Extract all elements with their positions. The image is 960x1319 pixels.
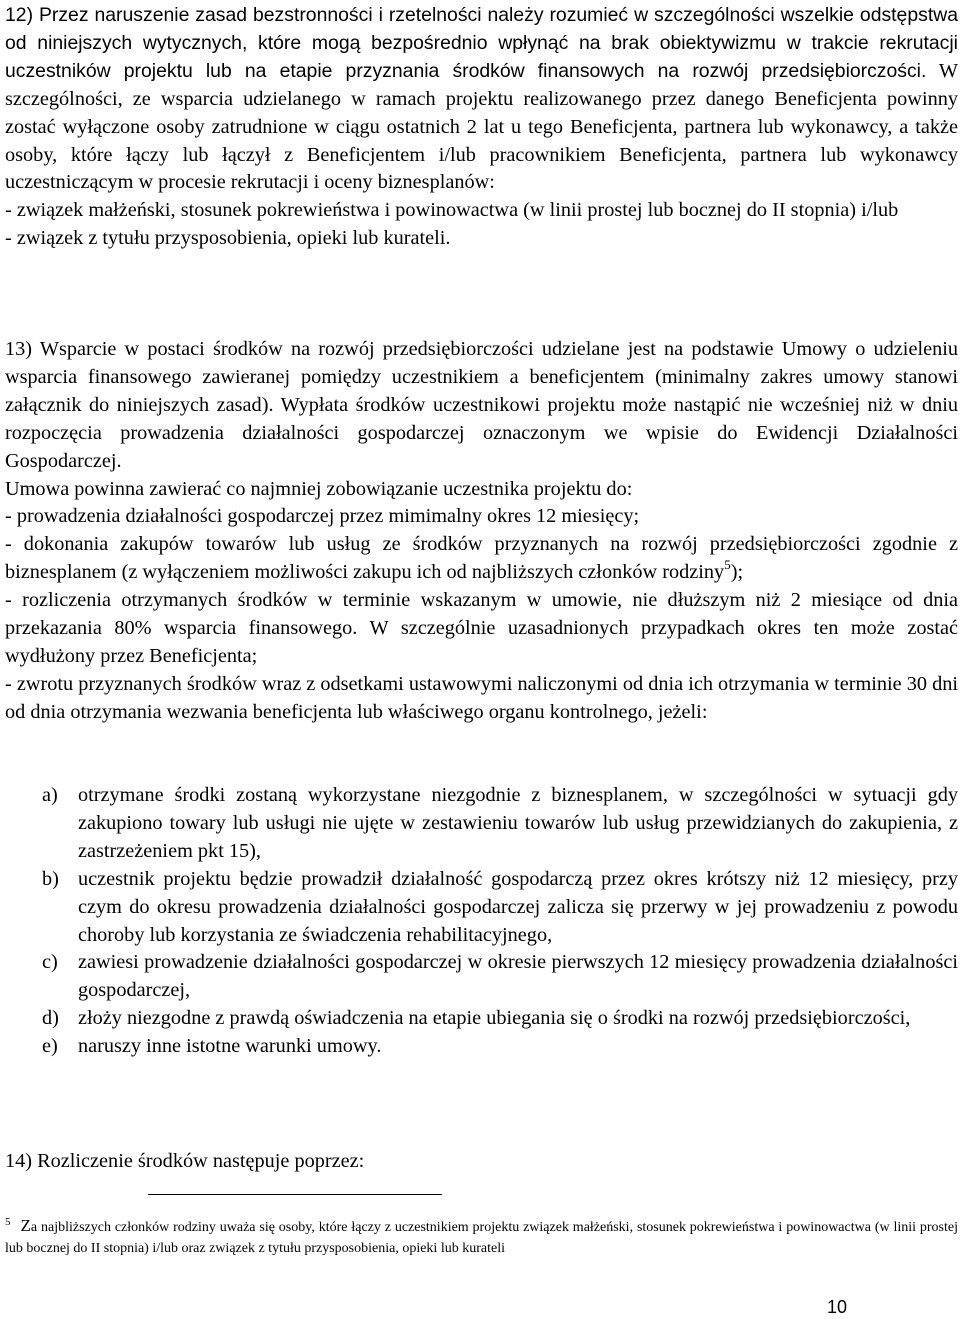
list-item	[5, 949, 958, 1005]
paragraph-13-intro: 13) Wsparcie w postaci środków na rozwój przedsiębiorczości udzielane jest na podstawie Umowy o udzieleniu wsparcia finansowego zawieranej pomiędzy uczestnikiem a beneficjentem (minimalny zakres umowy stanowi załącznik do niniejszych zasad). Wypłata środków uczestnikowi projektu może nastąpić nie wcześniej niż w dniu rozpoczęcia prowadzenia działalności gospodarczej oznaczonym we wpisie do Ewidencji Działalności Gospodarczej.	[5, 338, 958, 472]
list-item	[5, 1005, 958, 1033]
page-number: 10	[826, 1297, 848, 1317]
paragraph-13-dash-2: - dokonania zakupów towarów lub usług ze środków przyznanych na rozwój przedsiębiorczości zgodnie z biznesplanem (z wyłączeniem możliwości zakupu ich od najbliższych członków rodziny	[5, 533, 958, 584]
list-marker: e)	[42, 1035, 58, 1058]
list-item-text: złoży niezgodne z prawdą oświadczenia na etapie ubiegania się o środki na rozwój przedsiębiorczości,	[78, 1007, 911, 1030]
list-item-text: zawiesi prowadzenie działalności gospodarczej w okresie pierwszych 12 miesięcy prowadzenia działalności gospodarczej,	[78, 951, 958, 1002]
footnote-text: a najbliższych członków rodziny uważa się osoby, które łączy z uczestnikiem projektu związek małżeński, stosunek pokrewieństwa i powinowactwa (w linii prostej lub bocznej do II stopnia) i/lub oraz związek z tytułu przysposobienia, opieki lub kurateli	[5, 1220, 958, 1256]
footnote-first-letter: Z	[20, 1216, 31, 1235]
footnote	[5, 1212, 958, 1259]
list-item	[5, 866, 958, 950]
list-marker: b)	[42, 867, 59, 890]
list-marker: d)	[42, 1007, 59, 1030]
paragraph-12-lead: 12) Przez naruszenie zasad bezstronności i rzetelności należy rozumieć w szczególności wszelkie odstępstwa od niniejszych wytycznych, które mogą bezpośrednio wpłynąć na brak obiektywizmu w trakcie rekrutacji uczestników projektu lub na etapie przyznania środków finansowych na rozwój przedsiębiorczości.	[5, 4, 958, 82]
list-item-text: uczestnik projektu będzie prowadził działalność gospodarczą przez okres krótszy niż 12 miesięcy, przy czym do okresu prowadzenia działalności gospodarczej zalicza się przerwy w jej prowadzeniu z powodu choroby lub korzystania ze świadczenia rehabilitacyjnego,	[78, 867, 958, 946]
list-item-text: otrzymane środki zostaną wykorzystane niezgodnie z biznesplanem, w szczególności w sytuacji gdy zakupiono towary lub usługi nie ujęte w zestawieniu towarów lub usług przewidzianych do zakupienia, z zastrzeżeniem pkt 15),	[78, 784, 958, 862]
paragraph-14: 14) Rozliczenie środków następuje poprzez:	[5, 1150, 365, 1172]
footnote-reference[interactable]: 5	[724, 557, 731, 573]
paragraph-12	[5, 2, 958, 253]
list-item-text: naruszy inne istotne warunki umowy.	[78, 1035, 382, 1058]
paragraph-12-dash-2: - związek z tytułu przysposobienia, opieki lub kurateli.	[5, 227, 451, 250]
paragraph-12-text: W szczególności, ze wsparcia udzielanego w ramach projektu realizowanego przez danego Beneficjenta powinny zostać wyłączone osoby zatrudnione w ciągu ostatnich 2 lat u tego Beneficjenta, partnera lub wykonawcy, a także osoby, które łączy lub łączył z Beneficjentem i/lub pracownikiem Beneficjenta, partnera lub wykonawcy uczestniczącym w procesie rekrutacji i oceny biznesplanów:	[5, 59, 958, 194]
list-item	[5, 1033, 958, 1061]
paragraph-13	[5, 336, 958, 727]
paragraph-13-dash-1: - prowadzenia działalności gospodarczej przez mimimalny okres 12 miesięcy;	[5, 505, 640, 528]
paragraph-13-dash-4: - zwrotu przyznanych środków wraz z odsetkami ustawowymi naliczonymi od dnia ich otrzymania w terminie 30 dni od dnia otrzymania wezwania beneficjenta lub właściwego organu kontrolnego, jeżeli:	[5, 672, 958, 723]
list-marker: c)	[42, 951, 58, 974]
footnote-separator	[148, 1194, 442, 1195]
footnote-number: 5	[5, 1216, 11, 1228]
paragraph-13-obligations-intro: Umowa powinna zawierać co najmniej zobowiązanie uczestnika projektu do:	[5, 477, 633, 500]
paragraph-12-dash-1: - związek małżeński, stosunek pokrewieństwa i powinowactwa (w linii prostej lub bocznej do II stopnia) i/lub	[5, 199, 899, 222]
list-marker: a)	[42, 784, 58, 806]
paragraph-13-dash-3: - rozliczenia otrzymanych środków w terminie wskazanym w umowie, nie dłuższym niż 2 miesiące od dnia przekazania 80% wsparcia finansowego. W szczególnie uzasadnionych przypadkach okres ten może zostać wydłużony przez Beneficjenta;	[5, 589, 958, 667]
paragraph-13-dash-2-end: );	[730, 561, 744, 584]
conditions-list	[5, 782, 958, 1061]
list-item	[5, 782, 958, 866]
